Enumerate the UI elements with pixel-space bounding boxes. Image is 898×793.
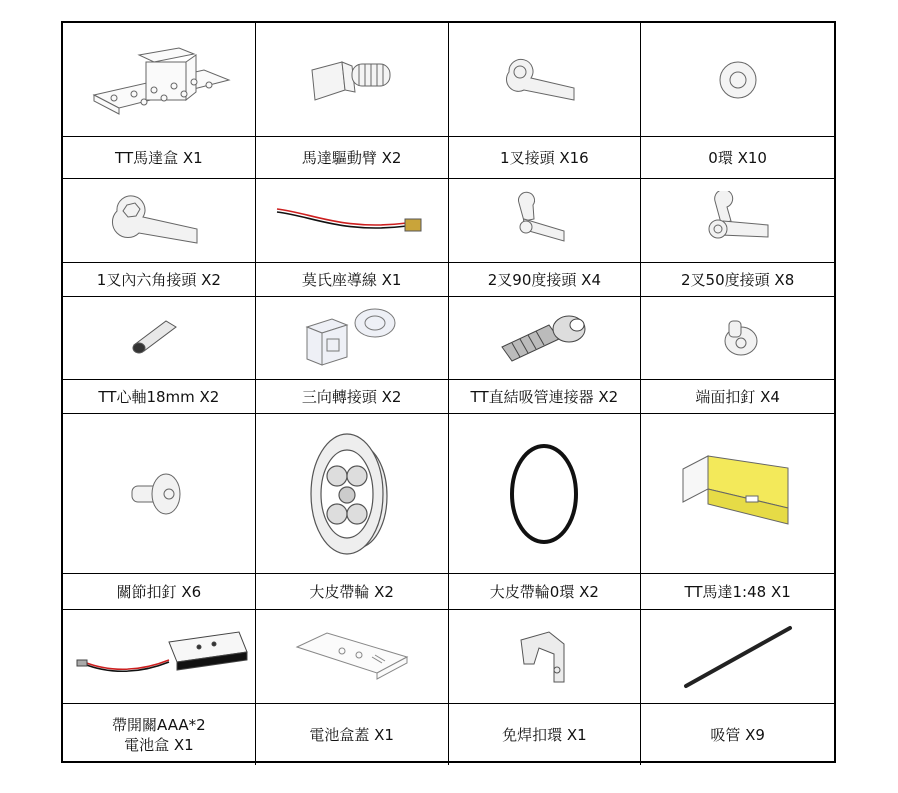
part-label: 1叉接頭 X16 <box>449 137 642 179</box>
part-label: 關節扣釘 X6 <box>63 574 256 610</box>
part-image-connector-wire <box>256 179 449 263</box>
end-rivet-icon <box>713 313 763 363</box>
part-label: 莫氏座導線 X1 <box>256 263 449 297</box>
battery-cover-icon <box>287 627 417 687</box>
part-image-straw <box>641 610 834 704</box>
part-image-2-fork-50-joint <box>641 179 834 263</box>
pulley-o-ring-icon <box>499 434 589 554</box>
three-way-adapter-icon <box>297 305 407 371</box>
part-image-o-ring <box>641 23 834 137</box>
part-label: 1叉內六角接頭 X2 <box>63 263 256 297</box>
part-image-tt-shaft <box>63 297 256 380</box>
part-image-large-pulley <box>256 414 449 574</box>
part-label: 免焊扣環 X1 <box>449 704 642 765</box>
part-image-1-fork-hex-joint <box>63 179 256 263</box>
part-label: 大皮帶輪 X2 <box>256 574 449 610</box>
part-image-motor-drive-arm <box>256 23 449 137</box>
battery-box-icon <box>69 622 249 692</box>
part-label: 電池盒蓋 X1 <box>256 704 449 765</box>
one-fork-hex-joint-icon <box>109 191 209 251</box>
two-fork-90-joint-icon <box>504 191 584 251</box>
tt-motor-icon <box>668 444 808 544</box>
part-image-tt-motor <box>641 414 834 574</box>
wire-connector-icon <box>272 201 432 241</box>
joint-rivet-icon <box>124 464 194 524</box>
part-label: TT馬達盒 X1 <box>63 137 256 179</box>
large-pulley-icon <box>297 424 407 564</box>
part-label: 三向轉接頭 X2 <box>256 380 449 414</box>
part-image-solderless-clip <box>449 610 642 704</box>
tt-motor-box-icon <box>84 40 234 120</box>
part-label: 大皮帶輪0環 X2 <box>449 574 642 610</box>
tt-shaft-icon <box>124 313 194 363</box>
part-image-tt-straw-connector <box>449 297 642 380</box>
part-image-battery-cover <box>256 610 449 704</box>
part-image-battery-box <box>63 610 256 704</box>
part-label: 2叉50度接頭 X8 <box>641 263 834 297</box>
motor-drive-arm-icon <box>297 50 407 110</box>
part-label: TT馬達1:48 X1 <box>641 574 834 610</box>
part-image-1-fork-joint <box>449 23 642 137</box>
part-label: 馬達驅動臂 X2 <box>256 137 449 179</box>
solderless-clip-icon <box>509 624 579 690</box>
two-fork-50-joint-icon <box>693 191 783 251</box>
one-fork-joint-icon <box>499 50 589 110</box>
straw-icon <box>678 622 798 692</box>
part-image-tt-motor-box <box>63 23 256 137</box>
straw-connector-icon <box>494 305 594 371</box>
parts-list-table <box>61 21 836 763</box>
part-image-pulley-o-ring <box>449 414 642 574</box>
part-label: 吸管 X9 <box>710 725 765 744</box>
part-image-end-rivet <box>641 297 834 380</box>
part-label: 帶開關AAA*2 電池盒 X1 <box>63 704 256 765</box>
part-label: TT直結吸管連接器 X2 <box>449 380 642 414</box>
o-ring-icon <box>713 55 763 105</box>
part-image-joint-rivet <box>63 414 256 574</box>
part-label: TT心軸18mm X2 <box>63 380 256 414</box>
part-label: 2叉90度接頭 X4 <box>449 263 642 297</box>
part-image-2-fork-90-joint <box>449 179 642 263</box>
part-image-3-way-adapter <box>256 297 449 380</box>
part-label: 0環 X10 <box>641 137 834 179</box>
part-label: 端面扣釘 X4 <box>641 380 834 414</box>
